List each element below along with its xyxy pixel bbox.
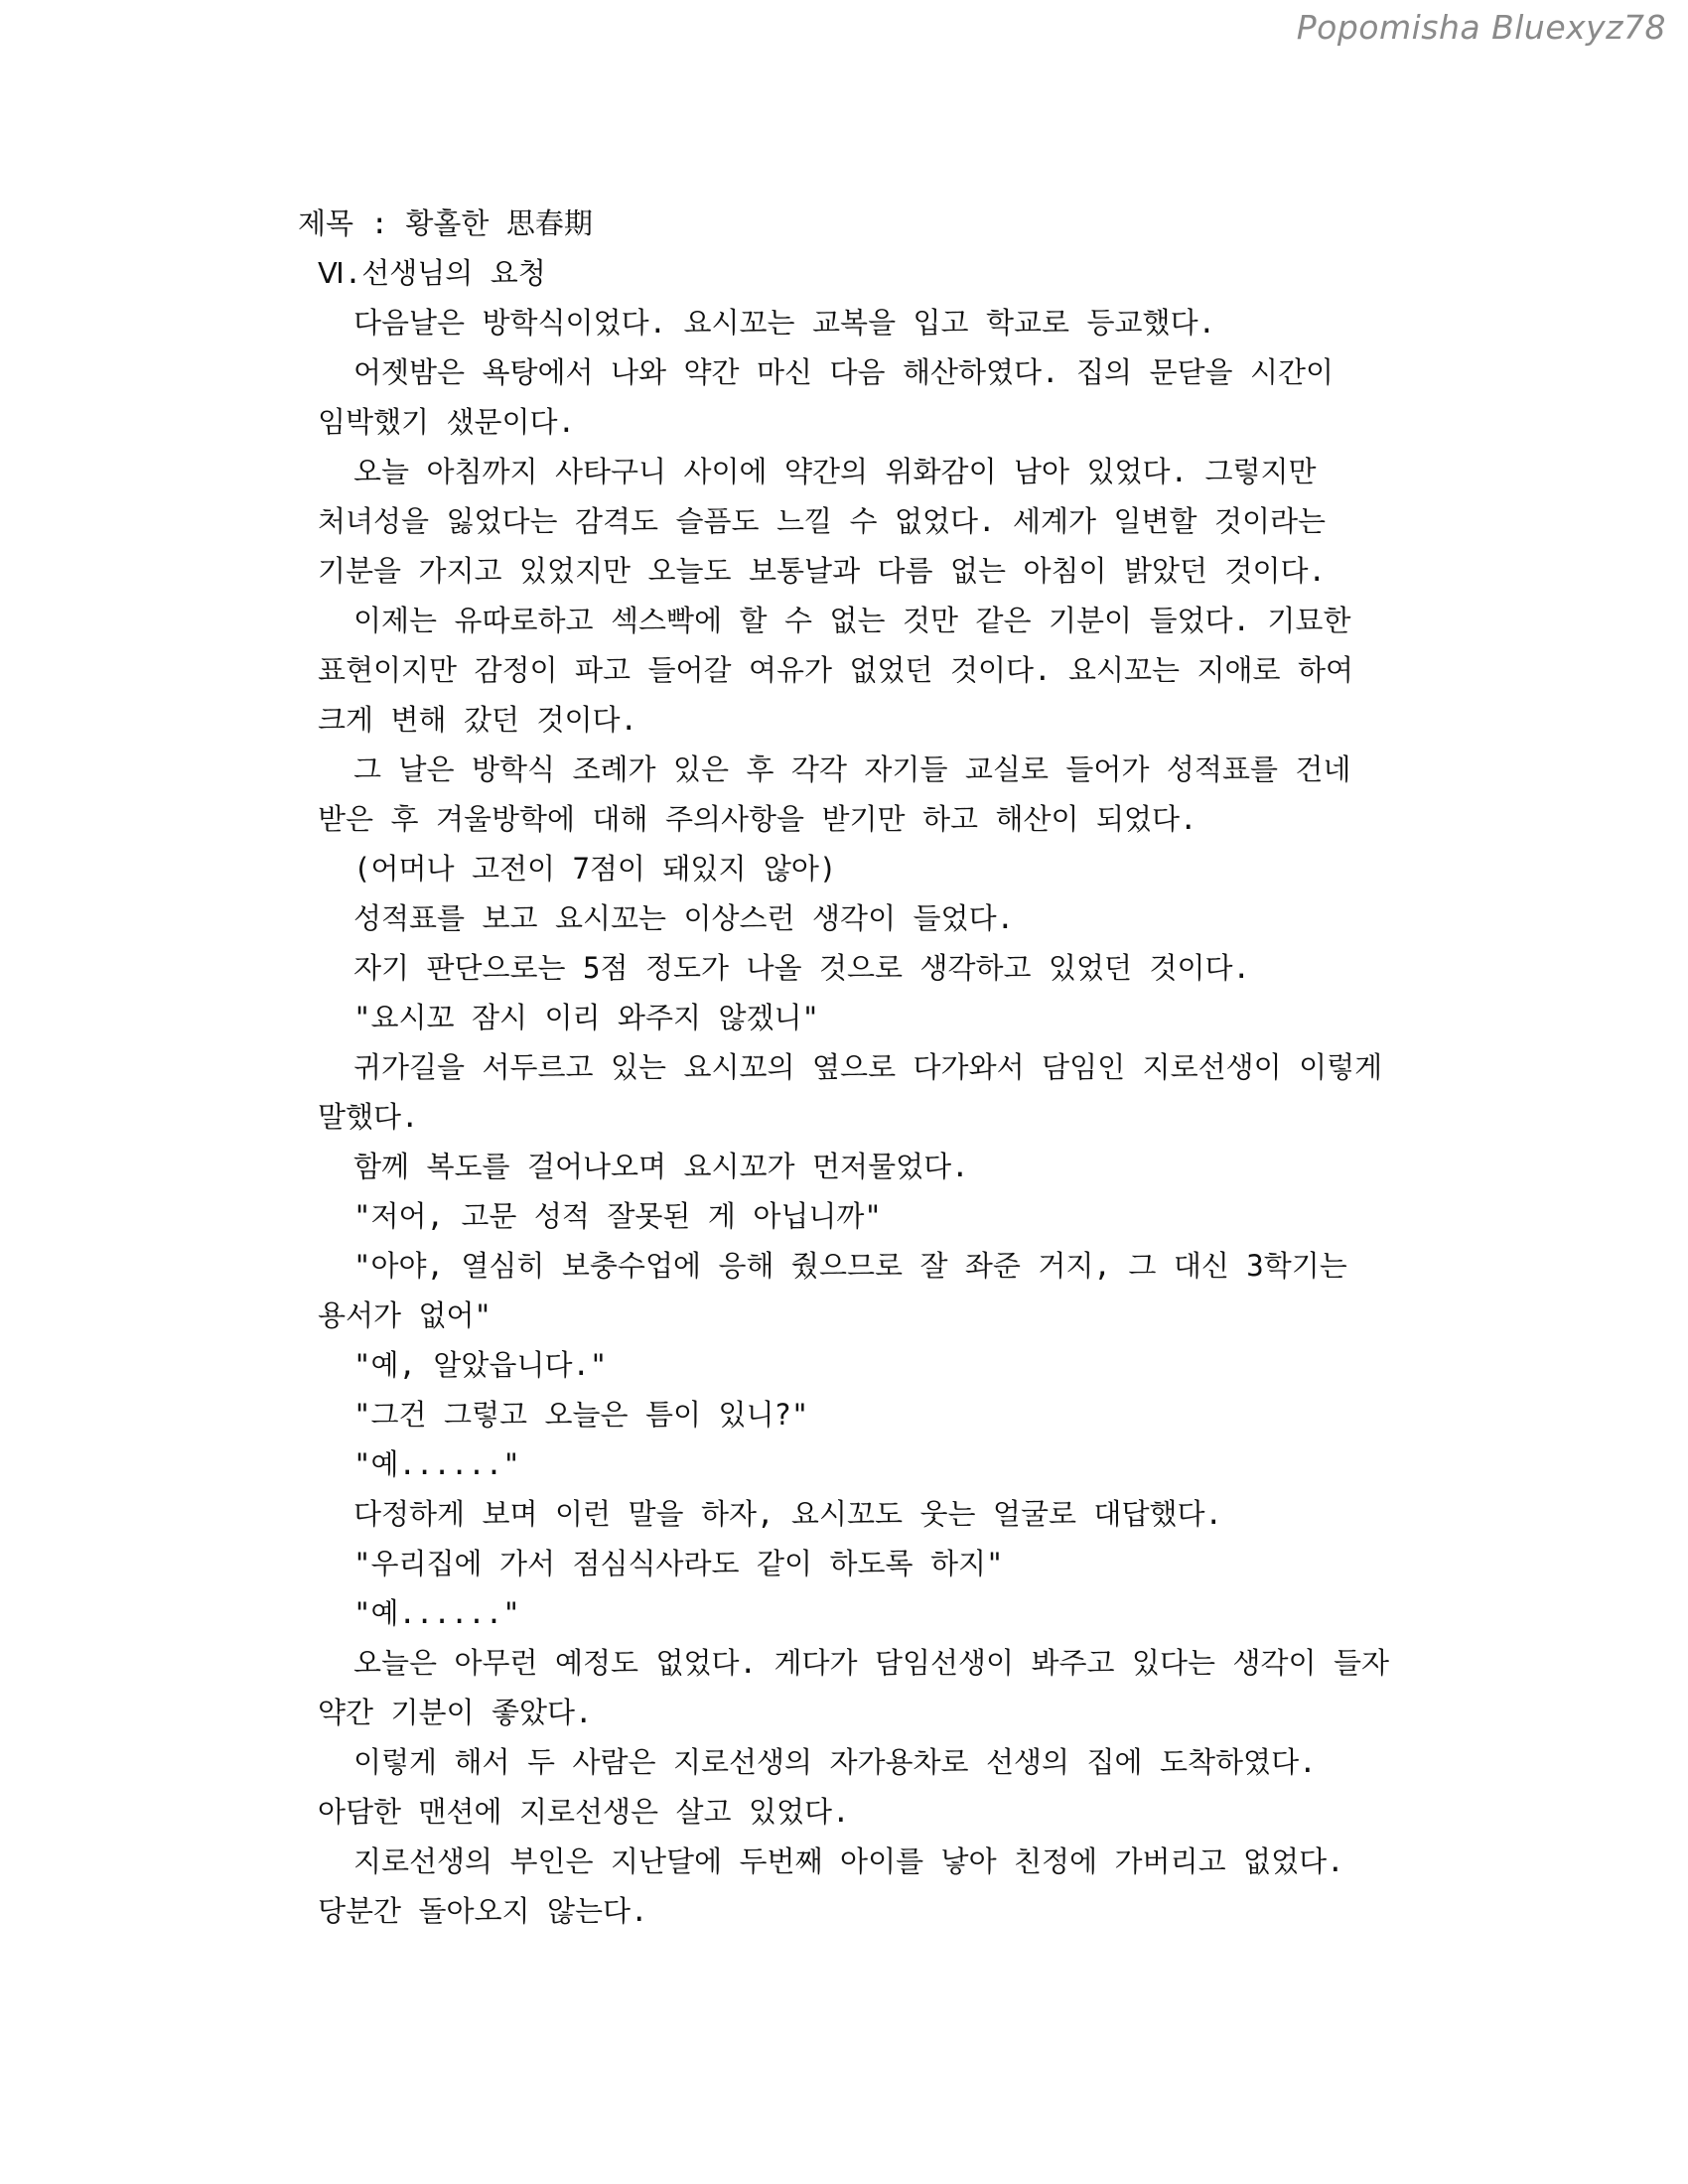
paragraph: "아야, 열심히 보충수업에 응해 줬으므로 잘 좌준 거지, 그 대신 3학기는 용서가 없어" <box>318 1249 1347 1332</box>
document-title: 제목 : 황홀한 思春期 <box>298 206 593 240</box>
document-body <box>298 199 1390 1936</box>
chapter-heading: Ⅵ.선생님의 요청 <box>318 256 546 290</box>
paragraph: 오늘 아침까지 사타구니 사이에 약간의 위화감이 남아 있었다. 그렇지만 처녀성을 잃었다는 감격도 슬픔도 느낄 수 없었다. 세계가 일변할 것이라는 기분을 가지고 있었지만 오늘도 보통날과 다름 없는 아침이 밝았던 것이다. <box>318 455 1327 588</box>
paragraph: 오늘은 아무런 예정도 없었다. 게다가 담임선생이 봐주고 있다는 생각이 들자 약간 기분이 좋았다. <box>318 1646 1390 1729</box>
paragraph: 그 날은 방학식 조례가 있은 후 각각 자기들 교실로 들어가 성적표를 건네 받은 후 겨울방학에 대해 주의사항을 받기만 하고 해산이 되었다. <box>318 752 1351 836</box>
paragraph: "예......" <box>353 1596 520 1630</box>
paragraph: "우리집에 가서 점심식사라도 같이 하도록 하지" <box>353 1547 1004 1580</box>
paragraph: (어머나 고전이 7점이 돼있지 않아) <box>353 852 837 886</box>
paragraph: "예......" <box>353 1447 520 1481</box>
paragraph: "요시꼬 잠시 이리 와주지 않겠니" <box>353 1001 819 1034</box>
paragraph: "예, 알았읍니다." <box>353 1348 608 1382</box>
paragraph: 어젯밤은 욕탕에서 나와 약간 마신 다음 해산하였다. 집의 문닫을 시간이 임박했기 샜문이다. <box>318 355 1335 439</box>
paragraph: 이제는 유따로하고 섹스빡에 할 수 없는 것만 같은 기분이 들었다. 기묘한 표현이지만 감정이 파고 들어갈 여유가 없었던 것이다. 요시꼬는 지애로 하여 크게 변해 갔던 것이다. <box>318 604 1354 737</box>
paragraph: 귀가길을 서두르고 있는 요시꼬의 옆으로 다가와서 담임인 지로선생이 이렇게 말했다. <box>318 1050 1383 1134</box>
paragraph: 다음날은 방학식이었다. 요시꼬는 교복을 입고 학교로 등교했다. <box>353 306 1216 340</box>
paragraph: "그건 그렇고 오늘은 틈이 있니?" <box>353 1398 809 1432</box>
paragraph: "저어, 고문 성적 잘못된 게 아닙니까" <box>353 1199 882 1233</box>
paragraph: 함께 복도를 걸어나오며 요시꼬가 먼저물었다. <box>353 1150 969 1183</box>
paragraph: 다정하게 보며 이런 말을 하자, 요시꼬도 웃는 얼굴로 대답했다. <box>353 1497 1222 1531</box>
paragraph: 이렇게 해서 두 사람은 지로선생의 자가용차로 선생의 집에 도착하였다. 아담한 맨션에 지로선생은 살고 있었다. <box>318 1745 1317 1829</box>
paragraph: 자기 판단으로는 5점 정도가 나올 것으로 생각하고 있었던 것이다. <box>353 951 1250 985</box>
paragraph: 지로선생의 부인은 지난달에 두번째 아이를 낳아 친정에 가버리고 없었다. 당분간 돌아오지 않는다. <box>318 1844 1344 1928</box>
paragraph: 성적표를 보고 요시꼬는 이상스런 생각이 들었다. <box>353 901 1015 935</box>
watermark: Popomisha Bluexyz78 <box>1296 8 1666 47</box>
